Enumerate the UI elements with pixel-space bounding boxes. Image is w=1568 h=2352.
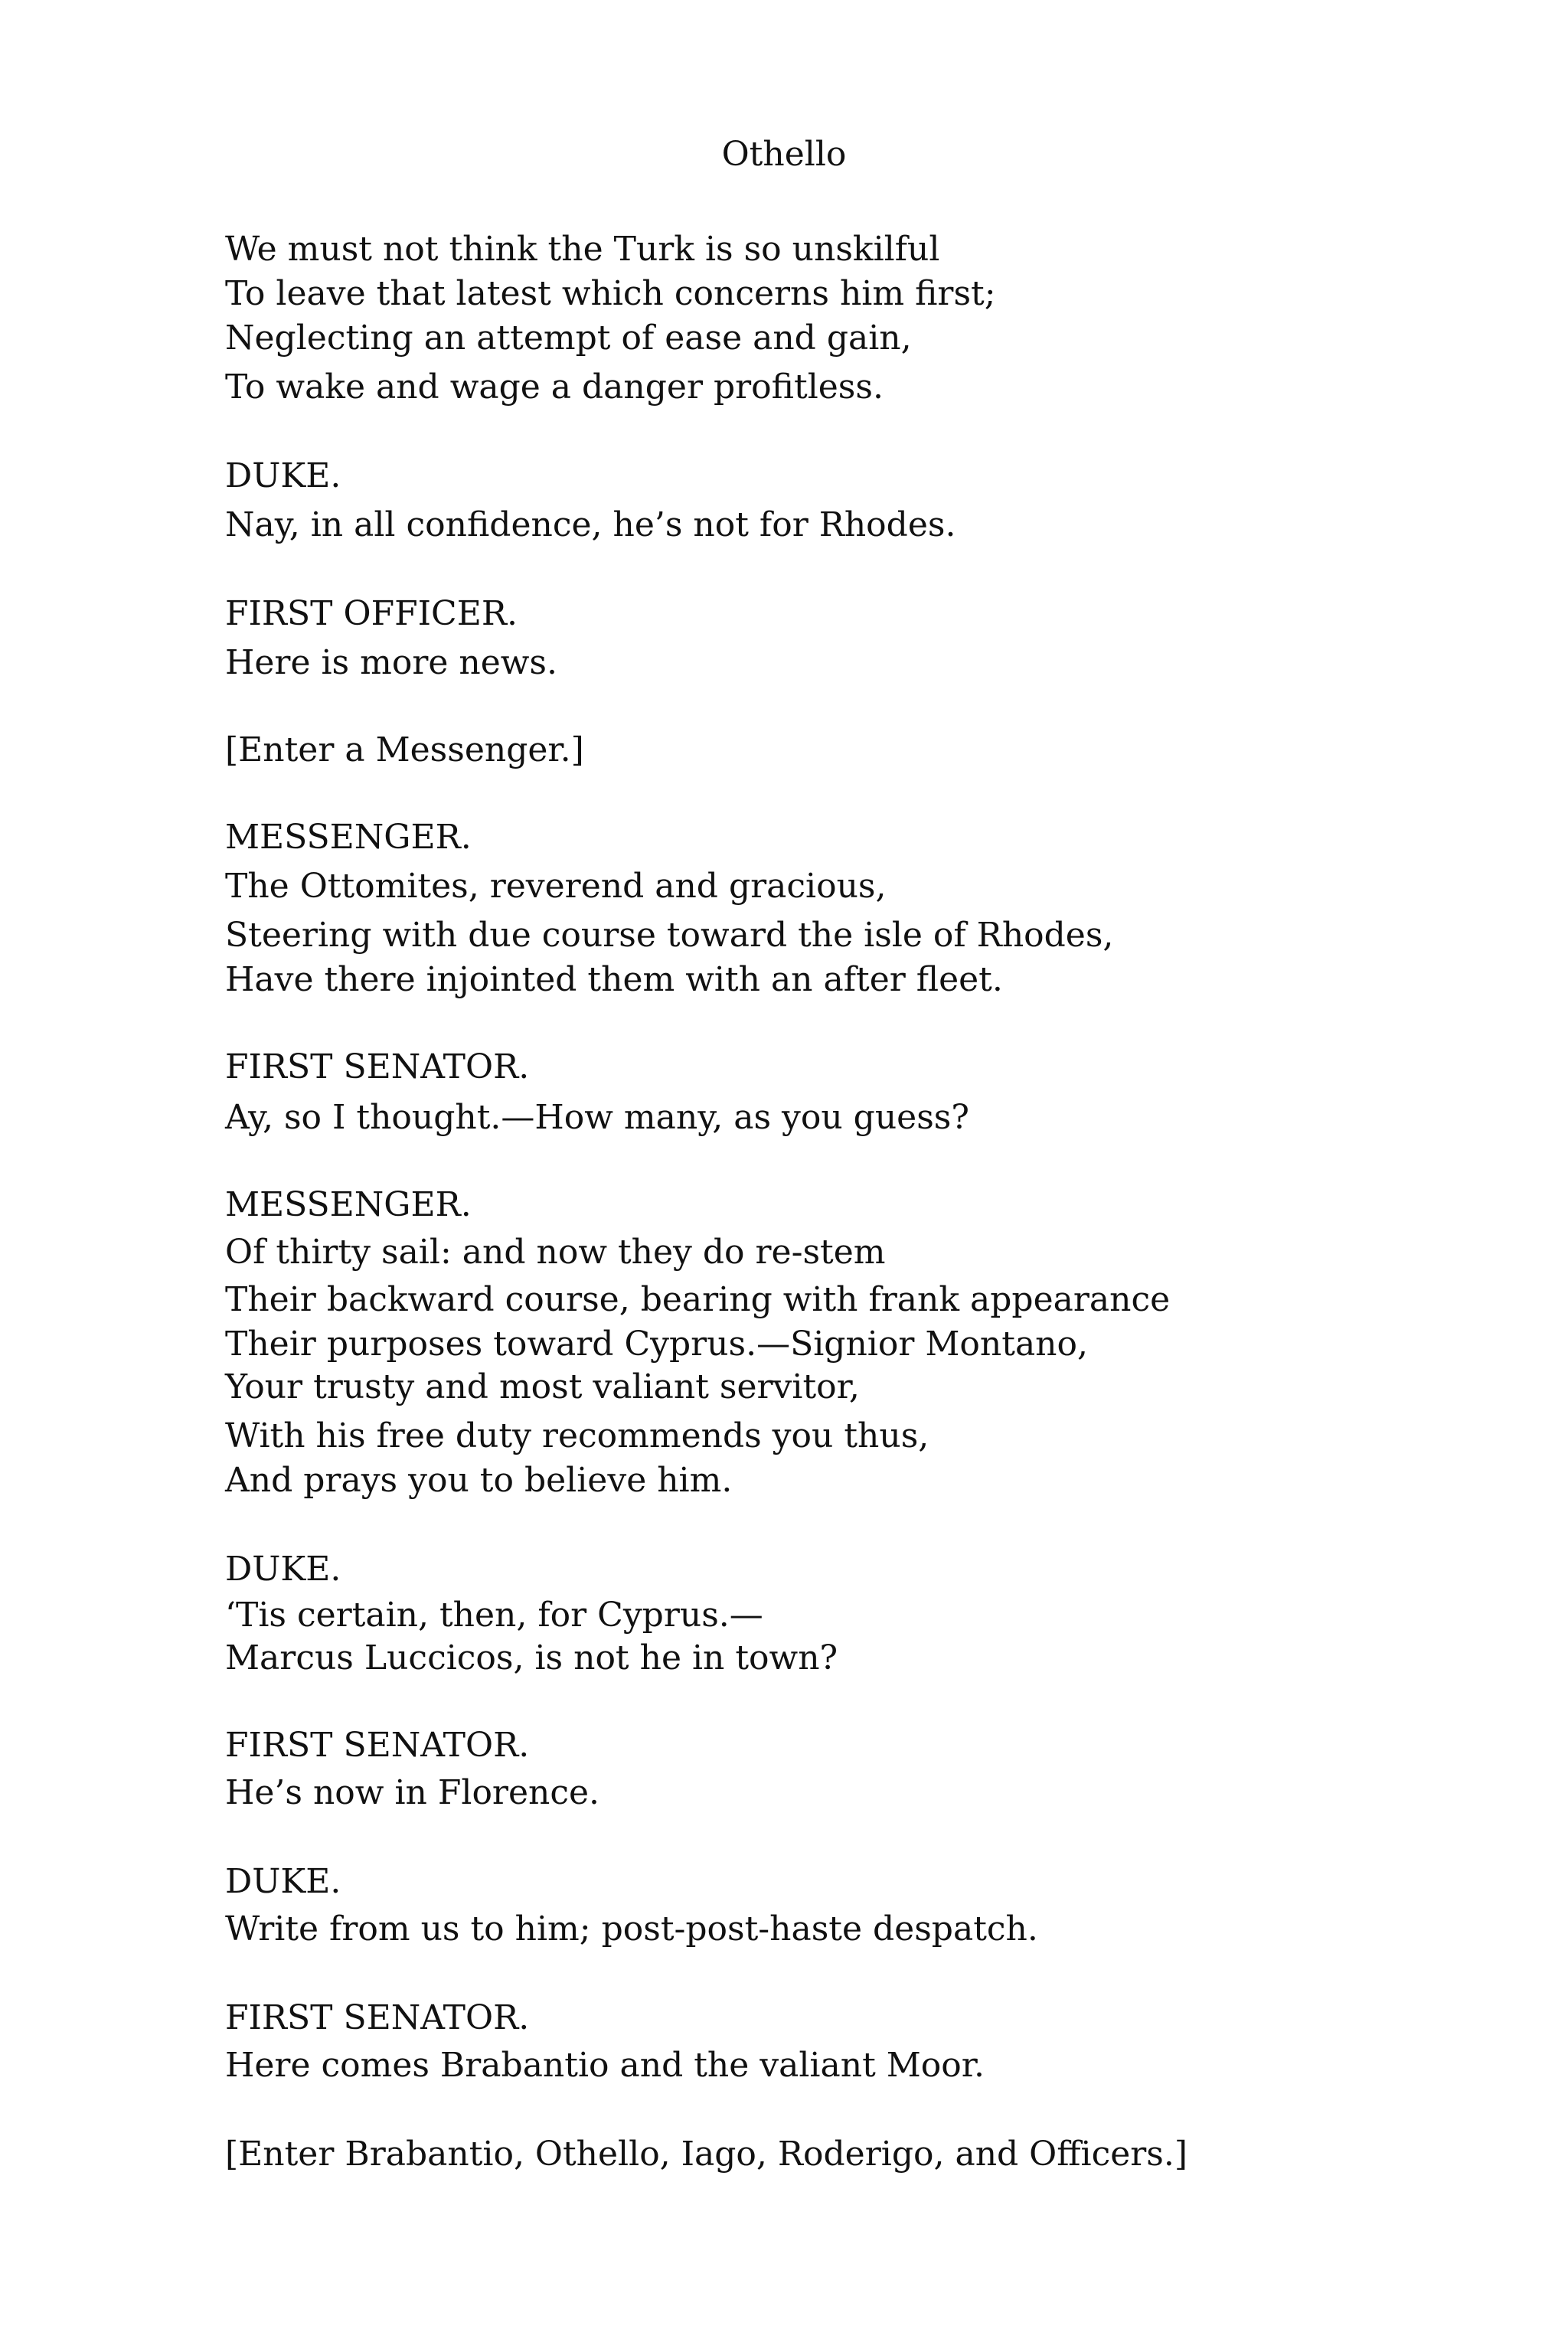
verse-line: To wake and wage a danger profitless. [225, 368, 884, 407]
verse-line: With his free duty recommends you thus, [225, 1416, 929, 1455]
verse-line: Ay, so I thought.—How many, as you guess? [225, 1098, 969, 1137]
verse-line: ‘Tis certain, then, for Cyprus.— [225, 1596, 763, 1635]
verse-line: Marcus Luccicos, is not he in town? [225, 1638, 838, 1677]
speaker-name: DUKE. [225, 1862, 341, 1901]
verse-line: To leave that latest which concerns him first; [225, 274, 996, 313]
verse-line: Here comes Brabantio and the valiant Moor. [225, 2046, 985, 2085]
verse-line: Steering with due course toward the isle of Rhodes, [225, 916, 1114, 955]
speaker-name: MESSENGER. [225, 818, 472, 857]
verse-line: Their backward course, bearing with frank appearance [225, 1280, 1171, 1319]
speaker-name: FIRST SENATOR. [225, 1047, 530, 1086]
verse-line: Nay, in all confidence, he’s not for Rhodes. [225, 505, 956, 544]
stage-direction: [Enter a Messenger.] [225, 730, 584, 769]
verse-line: Your trusty and most valiant servitor, [225, 1367, 860, 1406]
verse-line: Of thirty sail: and now they do re-stem [225, 1233, 886, 1272]
speaker-name: DUKE. [225, 1550, 341, 1589]
speaker-name: FIRST OFFICER. [225, 594, 518, 633]
verse-line: Neglecting an attempt of ease and gain, [225, 318, 912, 358]
verse-line: He’s now in Florence. [225, 1773, 600, 1812]
verse-line: We must not think the Turk is so unskilful [225, 230, 940, 269]
verse-line: Have there injointed them with an after fleet. [225, 960, 1003, 999]
verse-line: The Ottomites, reverend and gracious, [225, 867, 887, 906]
page-header-title: Othello [721, 135, 847, 174]
verse-line: Their purposes toward Cyprus.—Signior Montano, [225, 1325, 1088, 1364]
stage-direction: [Enter Brabantio, Othello, Iago, Roderigo, and Officers.] [225, 2135, 1188, 2174]
verse-line: Write from us to him; post-post-haste despatch. [225, 1909, 1038, 1949]
speaker-name: DUKE. [225, 456, 341, 495]
speaker-name: FIRST SENATOR. [225, 1726, 530, 1765]
verse-line: Here is more news. [225, 643, 557, 682]
speaker-name: MESSENGER. [225, 1185, 472, 1224]
speaker-name: FIRST SENATOR. [225, 1998, 530, 2037]
verse-line: And prays you to believe him. [225, 1461, 733, 1500]
